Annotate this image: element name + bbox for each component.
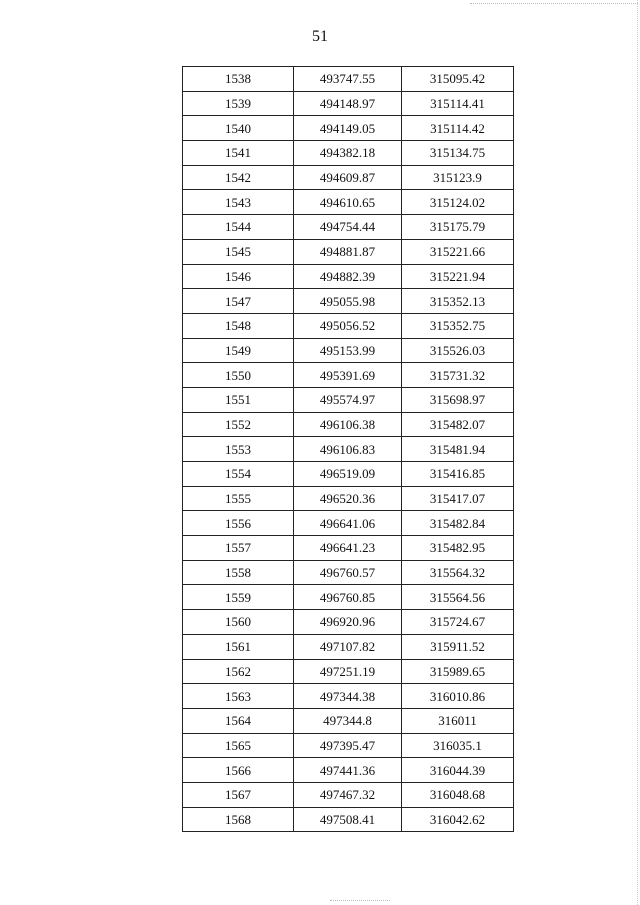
y-coordinate-cell: 315221.66 — [402, 239, 514, 264]
x-coordinate-cell: 497107.82 — [294, 634, 402, 659]
point-number-cell: 1549 — [183, 338, 294, 363]
x-coordinate-cell: 497467.32 — [294, 782, 402, 807]
table-row — [183, 190, 514, 215]
x-coordinate-cell: 496106.38 — [294, 412, 402, 437]
point-number-cell: 1558 — [183, 560, 294, 585]
y-coordinate-cell: 315352.13 — [402, 289, 514, 314]
table-row — [183, 91, 514, 116]
x-coordinate-cell: 497508.41 — [294, 807, 402, 832]
x-coordinate-cell: 494149.05 — [294, 116, 402, 141]
x-coordinate-cell: 494148.97 — [294, 91, 402, 116]
point-number-cell: 1562 — [183, 659, 294, 684]
table-row — [183, 610, 514, 635]
x-coordinate-cell: 494382.18 — [294, 141, 402, 166]
table-row — [183, 116, 514, 141]
table-row — [183, 141, 514, 166]
y-coordinate-cell: 315123.9 — [402, 165, 514, 190]
y-coordinate-cell: 315698.97 — [402, 387, 514, 412]
table-row — [183, 758, 514, 783]
x-coordinate-cell: 495391.69 — [294, 363, 402, 388]
x-coordinate-cell: 496106.83 — [294, 437, 402, 462]
x-coordinate-cell: 497441.36 — [294, 758, 402, 783]
x-coordinate-cell: 494610.65 — [294, 190, 402, 215]
point-number-cell: 1543 — [183, 190, 294, 215]
y-coordinate-cell: 315482.84 — [402, 511, 514, 536]
table-row — [183, 511, 514, 536]
point-number-cell: 1551 — [183, 387, 294, 412]
table-row — [183, 462, 514, 487]
table-row — [183, 536, 514, 561]
table-row — [183, 807, 514, 832]
point-number-cell: 1554 — [183, 462, 294, 487]
table-row — [183, 634, 514, 659]
point-number-cell: 1544 — [183, 215, 294, 240]
table-row — [183, 659, 514, 684]
table-row — [183, 684, 514, 709]
x-coordinate-cell: 495055.98 — [294, 289, 402, 314]
table-row — [183, 239, 514, 264]
y-coordinate-cell: 315911.52 — [402, 634, 514, 659]
table-row — [183, 215, 514, 240]
table-row — [183, 585, 514, 610]
table-row — [183, 782, 514, 807]
point-number-cell: 1561 — [183, 634, 294, 659]
y-coordinate-cell: 315352.75 — [402, 313, 514, 338]
y-coordinate-cell: 315564.56 — [402, 585, 514, 610]
y-coordinate-cell: 315481.94 — [402, 437, 514, 462]
x-coordinate-cell: 496760.57 — [294, 560, 402, 585]
x-coordinate-cell: 496920.96 — [294, 610, 402, 635]
x-coordinate-cell: 494881.87 — [294, 239, 402, 264]
scan-edge-top — [470, 3, 638, 4]
x-coordinate-cell: 494754.44 — [294, 215, 402, 240]
point-number-cell: 1540 — [183, 116, 294, 141]
table-row — [183, 165, 514, 190]
table-row — [183, 67, 514, 92]
y-coordinate-cell: 315124.02 — [402, 190, 514, 215]
x-coordinate-cell: 496760.85 — [294, 585, 402, 610]
table-row — [183, 708, 514, 733]
y-coordinate-cell: 315416.85 — [402, 462, 514, 487]
point-number-cell: 1538 — [183, 67, 294, 92]
coordinates-table — [182, 66, 514, 832]
point-number-cell: 1552 — [183, 412, 294, 437]
y-coordinate-cell: 315526.03 — [402, 338, 514, 363]
x-coordinate-cell: 496519.09 — [294, 462, 402, 487]
point-number-cell: 1550 — [183, 363, 294, 388]
x-coordinate-cell: 496641.23 — [294, 536, 402, 561]
table-row — [183, 338, 514, 363]
table-row — [183, 289, 514, 314]
x-coordinate-cell: 497344.8 — [294, 708, 402, 733]
table-row — [183, 437, 514, 462]
x-coordinate-cell: 495153.99 — [294, 338, 402, 363]
table-row — [183, 313, 514, 338]
point-number-cell: 1539 — [183, 91, 294, 116]
y-coordinate-cell: 316042.62 — [402, 807, 514, 832]
point-number-cell: 1546 — [183, 264, 294, 289]
y-coordinate-cell: 315731.32 — [402, 363, 514, 388]
point-number-cell: 1557 — [183, 536, 294, 561]
x-coordinate-cell: 494609.87 — [294, 165, 402, 190]
y-coordinate-cell: 316010.86 — [402, 684, 514, 709]
table-row — [183, 412, 514, 437]
y-coordinate-cell: 315175.79 — [402, 215, 514, 240]
point-number-cell: 1542 — [183, 165, 294, 190]
y-coordinate-cell: 315095.42 — [402, 67, 514, 92]
point-number-cell: 1547 — [183, 289, 294, 314]
point-number-cell: 1541 — [183, 141, 294, 166]
y-coordinate-cell: 315114.42 — [402, 116, 514, 141]
x-coordinate-cell: 497344.38 — [294, 684, 402, 709]
x-coordinate-cell: 496520.36 — [294, 486, 402, 511]
y-coordinate-cell: 315564.32 — [402, 560, 514, 585]
x-coordinate-cell: 497251.19 — [294, 659, 402, 684]
point-number-cell: 1567 — [183, 782, 294, 807]
point-number-cell: 1548 — [183, 313, 294, 338]
y-coordinate-cell: 315989.65 — [402, 659, 514, 684]
x-coordinate-cell: 493747.55 — [294, 67, 402, 92]
table-row — [183, 363, 514, 388]
y-coordinate-cell: 315482.95 — [402, 536, 514, 561]
point-number-cell: 1566 — [183, 758, 294, 783]
table-row — [183, 733, 514, 758]
point-number-cell: 1564 — [183, 708, 294, 733]
y-coordinate-cell: 315221.94 — [402, 264, 514, 289]
table-row — [183, 264, 514, 289]
point-number-cell: 1553 — [183, 437, 294, 462]
y-coordinate-cell: 315724.67 — [402, 610, 514, 635]
x-coordinate-cell: 494882.39 — [294, 264, 402, 289]
table-row — [183, 560, 514, 585]
y-coordinate-cell: 315482.07 — [402, 412, 514, 437]
page-number: 51 — [312, 28, 328, 45]
table-row — [183, 387, 514, 412]
y-coordinate-cell: 316035.1 — [402, 733, 514, 758]
y-coordinate-cell: 316044.39 — [402, 758, 514, 783]
x-coordinate-cell: 496641.06 — [294, 511, 402, 536]
scan-edge-bottom — [330, 900, 390, 901]
point-number-cell: 1556 — [183, 511, 294, 536]
x-coordinate-cell: 495056.52 — [294, 313, 402, 338]
x-coordinate-cell: 497395.47 — [294, 733, 402, 758]
y-coordinate-cell: 315114.41 — [402, 91, 514, 116]
table-row — [183, 486, 514, 511]
point-number-cell: 1563 — [183, 684, 294, 709]
scan-edge-right — [637, 0, 638, 905]
x-coordinate-cell: 495574.97 — [294, 387, 402, 412]
y-coordinate-cell: 315417.07 — [402, 486, 514, 511]
point-number-cell: 1565 — [183, 733, 294, 758]
y-coordinate-cell: 316011 — [402, 708, 514, 733]
y-coordinate-cell: 316048.68 — [402, 782, 514, 807]
point-number-cell: 1555 — [183, 486, 294, 511]
point-number-cell: 1568 — [183, 807, 294, 832]
point-number-cell: 1545 — [183, 239, 294, 264]
point-number-cell: 1559 — [183, 585, 294, 610]
coordinates-table-body — [183, 67, 514, 832]
y-coordinate-cell: 315134.75 — [402, 141, 514, 166]
point-number-cell: 1560 — [183, 610, 294, 635]
